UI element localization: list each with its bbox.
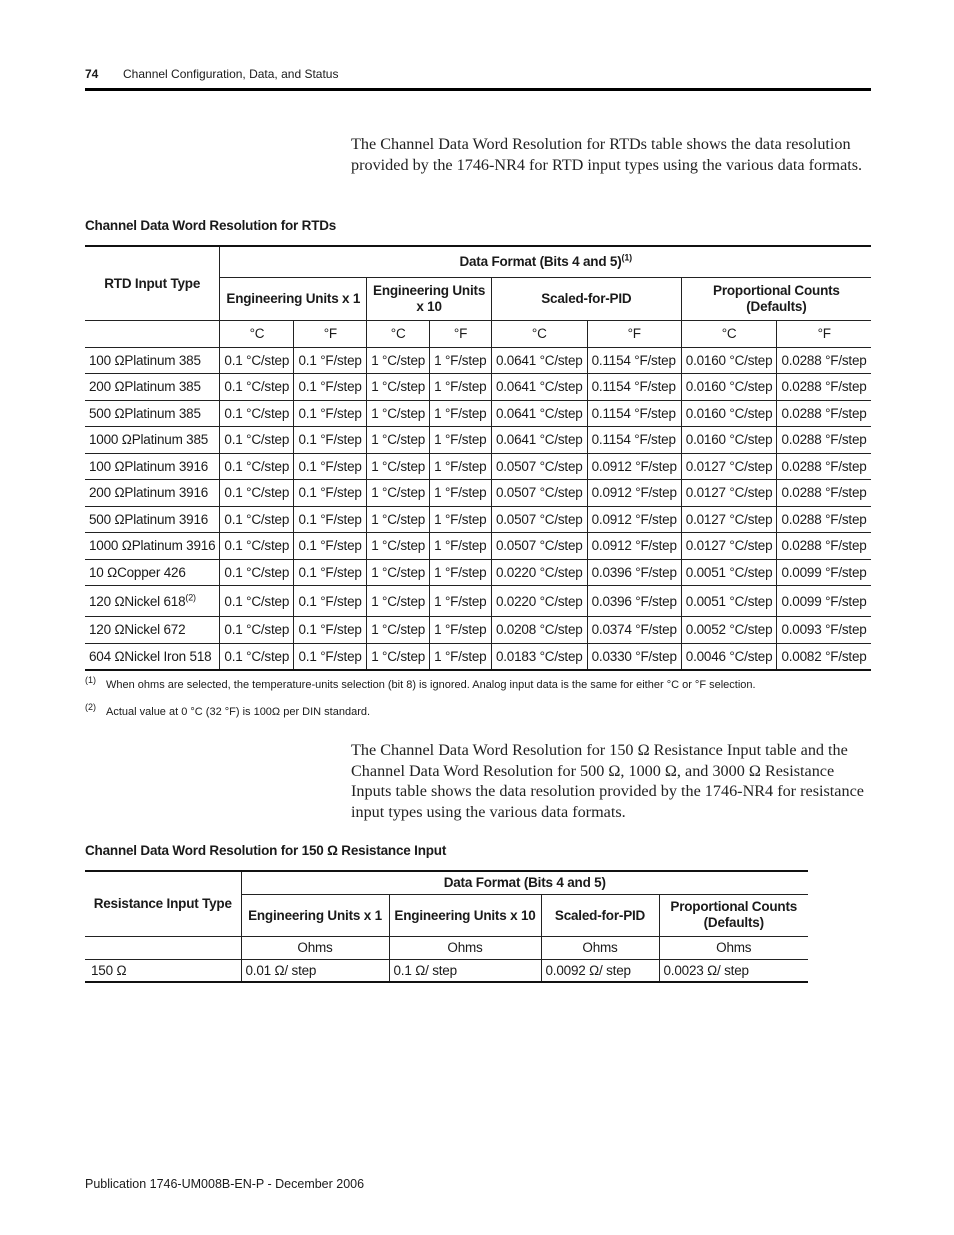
unit-cell: °C <box>491 320 587 347</box>
value-cell: 1 °C/step <box>367 617 430 644</box>
value-cell: 0.0051 °C/step <box>681 586 777 617</box>
intro-paragraph-rtd: The Channel Data Word Resolution for RTDs table shows the data resolution provided by the 1746-NR4 for RTD input types using the various data formats. <box>351 135 863 174</box>
resistance-table-caption: Channel Data Word Resolution for 150 Ω Resistance Input <box>85 843 447 858</box>
value-cell: 0.1 °C/step <box>220 506 294 533</box>
value-cell: 0.0288 °F/step <box>777 506 871 533</box>
value-cell: 0.0082 °F/step <box>777 643 871 670</box>
group-header: Proportional Counts (Defaults) <box>681 277 871 320</box>
unit-cell: °F <box>587 320 681 347</box>
value-cell: 1 °C/step <box>367 506 430 533</box>
value-cell: 0.0052 °C/step <box>681 617 777 644</box>
unit-cell: Ohms <box>241 936 389 959</box>
value-cell: 0.1 °F/step <box>294 586 367 617</box>
value-cell: 0.0912 °F/step <box>587 453 681 480</box>
value-cell: 0.1 °F/step <box>294 533 367 560</box>
rtd-type-cell: 1000 ΩPlatinum 385 <box>85 427 220 454</box>
value-cell: 0.1 °C/step <box>220 586 294 617</box>
value-cell: 1 °C/step <box>367 586 430 617</box>
value-cell: 0.1 °F/step <box>294 400 367 427</box>
value-cell: 1 °F/step <box>430 427 492 454</box>
table-row <box>85 347 871 374</box>
value-cell: 0.1 °C/step <box>220 533 294 560</box>
value-cell: 0.0641 °C/step <box>491 374 587 401</box>
value-cell: 0.0046 °C/step <box>681 643 777 670</box>
unit-cell: °C <box>367 320 430 347</box>
value-cell: 0.0912 °F/step <box>587 480 681 507</box>
value-cell: 0.1 °C/step <box>220 480 294 507</box>
value-cell: 0.1 °F/step <box>294 427 367 454</box>
rtd-type-cell: 120 ΩNickel 672 <box>85 617 220 644</box>
value-cell: 0.0099 °F/step <box>777 586 871 617</box>
rtd-resolution-table <box>85 245 871 671</box>
unit-cell: °C <box>681 320 777 347</box>
group-header: Engineering Units x 1 <box>220 277 367 320</box>
value-cell: 1 °F/step <box>430 617 492 644</box>
value-cell: 0.0127 °C/step <box>681 453 777 480</box>
unit-spacer <box>85 320 220 347</box>
value-cell: 0.1 °C/step <box>220 643 294 670</box>
table-row <box>85 533 871 560</box>
rtd-type-cell: 200 ΩPlatinum 3916 <box>85 480 220 507</box>
value-cell: 1 °C/step <box>367 533 430 560</box>
footnote-mark: (1) <box>85 675 96 685</box>
value-cell: 0.1 °F/step <box>294 506 367 533</box>
chapter-title: Channel Configuration, Data, and Status <box>123 67 339 81</box>
table-row <box>85 617 871 644</box>
value-cell: 0.1 °C/step <box>220 347 294 374</box>
group-header: Scaled-for-PID <box>491 277 681 320</box>
value-cell: 1 °F/step <box>430 559 492 586</box>
rtd-type-cell: 100 ΩPlatinum 385 <box>85 347 220 374</box>
value-cell: 0.0396 °F/step <box>587 586 681 617</box>
table-row <box>85 374 871 401</box>
rtd-type-cell: 604 ΩNickel Iron 518 <box>85 643 220 670</box>
value-cell: 0.0160 °C/step <box>681 347 777 374</box>
rtd-type-cell: 500 ΩPlatinum 3916 <box>85 506 220 533</box>
value-cell: 1 °C/step <box>367 427 430 454</box>
rtd-type-cell: 200 ΩPlatinum 385 <box>85 374 220 401</box>
page-number: 74 <box>85 67 99 81</box>
value-cell: 1 °F/step <box>430 453 492 480</box>
value-cell: 0.0183 °C/step <box>491 643 587 670</box>
rtd-type-cell: 500 ΩPlatinum 385 <box>85 400 220 427</box>
value-cell: 0.1 °F/step <box>294 347 367 374</box>
value-cell: 1 °F/step <box>430 374 492 401</box>
group-header: Scaled-for-PID <box>541 894 659 936</box>
value-cell: 0.0092 Ω/ step <box>541 959 659 982</box>
rtd-type-cell: 100 ΩPlatinum 3916 <box>85 453 220 480</box>
value-cell: 0.1 °F/step <box>294 559 367 586</box>
value-cell: 1 °C/step <box>367 374 430 401</box>
value-cell: 1 °F/step <box>430 506 492 533</box>
group-header: Engineering Units x 10 <box>367 277 492 320</box>
value-cell: 0.0208 °C/step <box>491 617 587 644</box>
value-cell: 0.1 Ω/ step <box>389 959 541 982</box>
table-row <box>85 586 871 617</box>
resistance-type-cell: 150 Ω <box>85 959 241 982</box>
value-cell: 0.0507 °C/step <box>491 506 587 533</box>
resistance-resolution-table <box>85 870 808 983</box>
table-row <box>85 480 871 507</box>
header-rule <box>85 88 871 91</box>
value-cell: 0.1154 °F/step <box>587 347 681 374</box>
value-cell: 0.0220 °C/step <box>491 586 587 617</box>
value-cell: 1 °C/step <box>367 400 430 427</box>
table-row <box>85 559 871 586</box>
value-cell: 0.0507 °C/step <box>491 533 587 560</box>
value-cell: 0.1154 °F/step <box>587 427 681 454</box>
unit-cell: °F <box>777 320 871 347</box>
value-cell: 0.0641 °C/step <box>491 427 587 454</box>
value-cell: 0.0127 °C/step <box>681 506 777 533</box>
value-cell: 0.1 °F/step <box>294 617 367 644</box>
rtd-input-type-header: RTD Input Type <box>85 246 220 320</box>
value-cell: 0.1 °F/step <box>294 643 367 670</box>
resistance-input-type-header: Resistance Input Type <box>85 871 241 936</box>
value-cell: 0.0288 °F/step <box>777 427 871 454</box>
value-cell: 1 °F/step <box>430 347 492 374</box>
footnote-text: Actual value at 0 °C (32 °F) is 100Ω per DIN standard. <box>106 706 371 718</box>
table-row <box>85 427 871 454</box>
table-row <box>85 506 871 533</box>
rtd-table-caption: Channel Data Word Resolution for RTDs <box>85 218 337 233</box>
page-header <box>85 67 871 91</box>
publication-footer: Publication 1746-UM008B-EN-P - December 2006 <box>85 1177 365 1191</box>
unit-cell: Ohms <box>541 936 659 959</box>
footnote-text: When ohms are selected, the temperature-units selection (bit 8) is ignored. Analog input data is the same for either °C or °F selection. <box>106 679 756 691</box>
unit-cell: Ohms <box>659 936 808 959</box>
value-cell: 0.0127 °C/step <box>681 480 777 507</box>
data-format-header: Data Format (Bits 4 and 5)$^{(1)}$ <box>220 246 871 277</box>
value-cell: 1 °F/step <box>430 643 492 670</box>
rtd-type-cell: 10 ΩCopper 426 <box>85 559 220 586</box>
value-cell: 0.0051 °C/step <box>681 559 777 586</box>
value-cell: 0.0288 °F/step <box>777 400 871 427</box>
value-cell: 0.1154 °F/step <box>587 374 681 401</box>
value-cell: 0.0396 °F/step <box>587 559 681 586</box>
value-cell: 0.0288 °F/step <box>777 347 871 374</box>
value-cell: 1 °F/step <box>430 586 492 617</box>
value-cell: 1 °F/step <box>430 400 492 427</box>
value-cell: 1 °C/step <box>367 347 430 374</box>
unit-cell: Ohms <box>389 936 541 959</box>
unit-cell: °C <box>220 320 294 347</box>
value-cell: 0.0330 °F/step <box>587 643 681 670</box>
value-cell: 0.0912 °F/step <box>587 506 681 533</box>
value-cell: 0.0288 °F/step <box>777 533 871 560</box>
value-cell: 0.0288 °F/step <box>777 374 871 401</box>
data-format-header: Data Format (Bits 4 and 5) <box>241 871 808 894</box>
value-cell: 0.1 °F/step <box>294 453 367 480</box>
value-cell: 1 °F/step <box>430 533 492 560</box>
table-row <box>85 643 871 670</box>
unit-cell: °F <box>430 320 492 347</box>
value-cell: 0.0093 °F/step <box>777 617 871 644</box>
group-header: Engineering Units x 10 <box>389 894 541 936</box>
value-cell: 0.1 °C/step <box>220 400 294 427</box>
value-cell: 0.01 Ω/ step <box>241 959 389 982</box>
value-cell: 0.1 °F/step <box>294 374 367 401</box>
value-cell: 1 °C/step <box>367 643 430 670</box>
value-cell: 0.0641 °C/step <box>491 347 587 374</box>
value-cell: 0.0288 °F/step <box>777 453 871 480</box>
value-cell: 0.0507 °C/step <box>491 453 587 480</box>
unit-cell: °F <box>294 320 367 347</box>
value-cell: 0.1 °F/step <box>294 480 367 507</box>
value-cell: 0.0160 °C/step <box>681 400 777 427</box>
footnote-mark: (2) <box>85 702 96 712</box>
value-cell: 0.0127 °C/step <box>681 533 777 560</box>
value-cell: 0.1 °C/step <box>220 453 294 480</box>
unit-spacer <box>85 936 241 959</box>
rtd-type-cell: 1000 ΩPlatinum 3916 <box>85 533 220 560</box>
value-cell: 0.1 °C/step <box>220 427 294 454</box>
value-cell: 1 °C/step <box>367 559 430 586</box>
rtd-type-cell: 120 ΩNickel 618$^{(2)}$ <box>85 586 220 617</box>
value-cell: 0.0507 °C/step <box>491 480 587 507</box>
value-cell: 1 °F/step <box>430 480 492 507</box>
table-row <box>85 453 871 480</box>
value-cell: 0.0220 °C/step <box>491 559 587 586</box>
intro-paragraph-resistance: The Channel Data Word Resolution for 150 Ω Resistance Input table and the Channel Data Word Resolution for 500 Ω, 1000 Ω, and 3000 Ω Resistance Inputs table shows the data resolution provided by the 1746-NR4 for resistance input types using the various data formats. <box>351 741 864 821</box>
value-cell: 0.1 °C/step <box>220 374 294 401</box>
value-cell: 0.0160 °C/step <box>681 374 777 401</box>
value-cell: 0.1 °C/step <box>220 617 294 644</box>
value-cell: 0.0641 °C/step <box>491 400 587 427</box>
value-cell: 0.0160 °C/step <box>681 427 777 454</box>
value-cell: 0.0023 Ω/ step <box>659 959 808 982</box>
value-cell: 0.1154 °F/step <box>587 400 681 427</box>
value-cell: 0.0912 °F/step <box>587 533 681 560</box>
value-cell: 0.0374 °F/step <box>587 617 681 644</box>
table-row <box>85 400 871 427</box>
group-header: Proportional Counts (Defaults) <box>659 894 808 936</box>
value-cell: 0.0099 °F/step <box>777 559 871 586</box>
value-cell: 0.0288 °F/step <box>777 480 871 507</box>
value-cell: 1 °C/step <box>367 453 430 480</box>
group-header: Engineering Units x 1 <box>241 894 389 936</box>
value-cell: 1 °C/step <box>367 480 430 507</box>
value-cell: 0.1 °C/step <box>220 559 294 586</box>
